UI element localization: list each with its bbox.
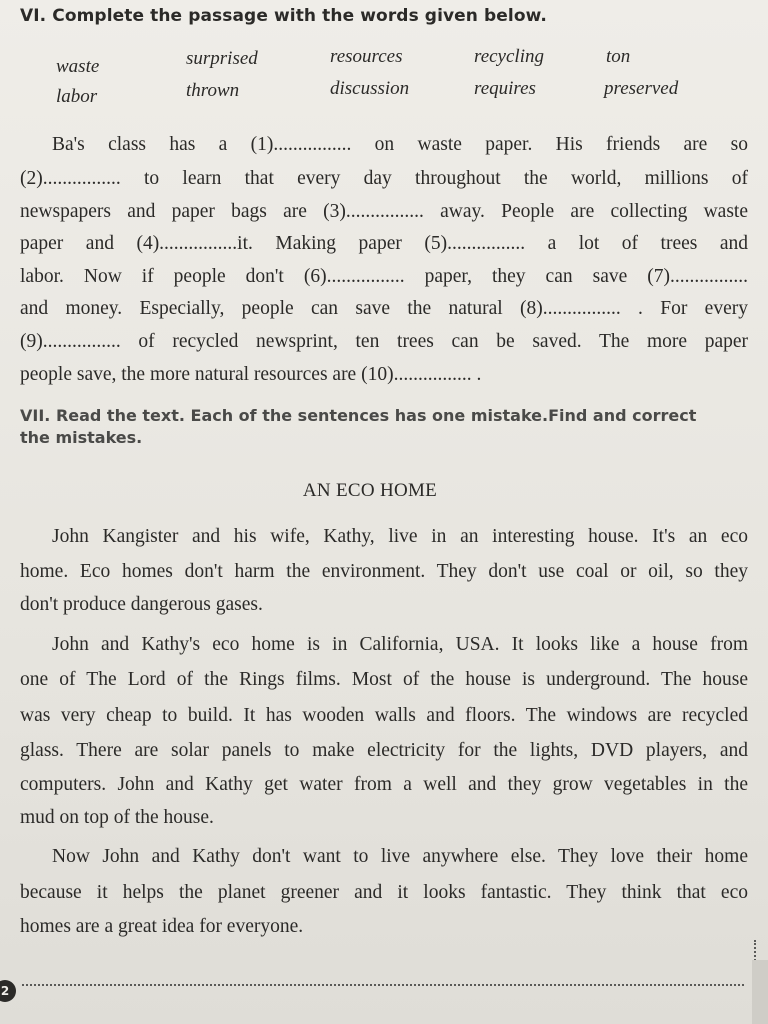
article-line: home. Eco homes don't harm the environment. They don't use coal or oil, so they [20, 561, 748, 582]
article-line: was very cheap to build. It has wooden walls and floors. The windows are recycled [20, 705, 748, 726]
passage-line: Ba's class has a (1)................ on waste paper. His friends are so [52, 134, 748, 155]
section-7-heading-cont: the mistakes. [20, 428, 143, 447]
article-line: don't produce dangerous gases. [20, 594, 263, 615]
passage-line: people save, the more natural resources are (10)................ . [20, 364, 482, 385]
section-7-heading: VII. Read the text. Each of the sentences has one mistake.Find and correct [20, 406, 697, 425]
passage-line: and money. Especially, people can save the natural (8)................ . For every [20, 298, 748, 319]
word-bank-item: thrown [186, 80, 240, 101]
section-6-heading: VI. Complete the passage with the words given below. [20, 6, 547, 26]
word-bank-item: discussion [330, 78, 410, 99]
footer-dotted-rule [22, 984, 744, 986]
word-bank-item: surprised [186, 48, 258, 69]
article-line: John and Kathy's eco home is in California, USA. It looks like a house from [52, 634, 748, 655]
word-bank-item: preserved [604, 78, 679, 99]
passage-line: newspapers and paper bags are (3)................ away. People are collecting waste [20, 201, 748, 222]
article-line: glass. There are solar panels to make electricity for the lights, DVD players, and [20, 740, 748, 761]
article-title: AN ECO HOME [302, 480, 438, 501]
passage-line: (2)................ to learn that every day throughout the world, millions of [20, 168, 748, 189]
article-line: homes are a great idea for everyone. [20, 916, 304, 937]
passage-line: labor. Now if people don't (6)................ paper, they can save (7)................ [20, 266, 748, 287]
word-bank-item: requires [474, 78, 536, 99]
word-bank-item: ton [606, 46, 631, 67]
article-line: mud on top of the house. [20, 807, 214, 828]
article-line: John Kangister and his wife, Kathy, live in an interesting house. It's an eco [52, 526, 748, 547]
word-bank-item: resources [330, 46, 403, 67]
article-line: computers. John and Kathy get water from a well and they grow vegetables in the [20, 774, 748, 795]
article-line: because it helps the planet greener and it looks fantastic. They think that eco [20, 882, 748, 903]
article-line: Now John and Kathy don't want to live anywhere else. They love their home [52, 846, 748, 867]
word-bank-item: labor [56, 86, 98, 107]
article-line: one of The Lord of the Rings films. Most of the house is underground. The house [20, 669, 748, 690]
passage-line: paper and (4)................it. Making paper (5)................ a lot of trees and [20, 233, 748, 254]
page-edge-shadow [752, 960, 768, 1024]
passage-line: (9)................ of recycled newsprint, ten trees can be saved. The more paper [20, 331, 748, 352]
word-bank-item: recycling [474, 46, 544, 67]
word-bank-item: waste [56, 56, 100, 77]
page-number-badge: 2 [0, 980, 16, 1002]
